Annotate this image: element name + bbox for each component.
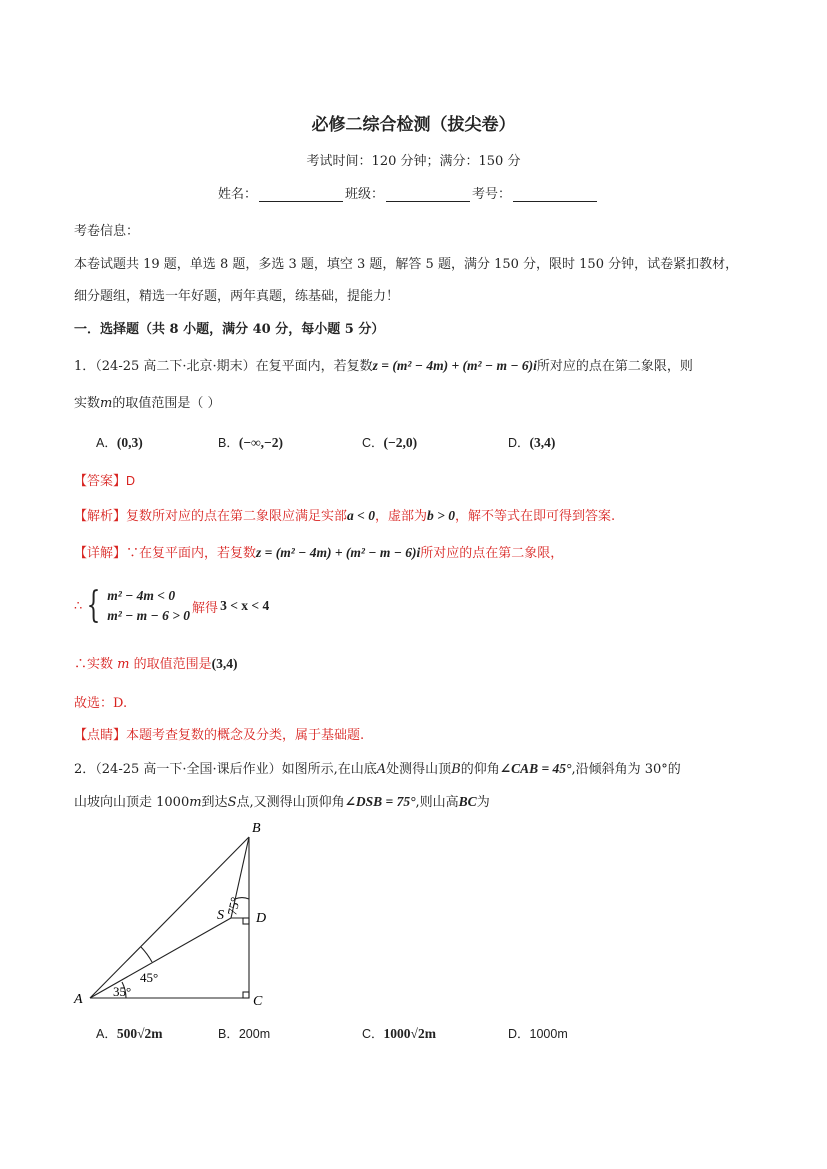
mountain-triangle-figure bbox=[60, 815, 310, 1015]
q2-line2-b: 到达 bbox=[201, 795, 228, 810]
q2-option-a-value: 500√2m bbox=[116, 1026, 163, 1041]
name-blank bbox=[259, 187, 343, 202]
solve-label: 解得 bbox=[192, 600, 219, 616]
q2-line1-d: ,沿倾斜角为 30°的 bbox=[571, 762, 681, 777]
q1-comment-text: 本题考查复数的概念及分类，属于基础题. bbox=[126, 728, 365, 743]
exam-time-subtitle: 考试时间：120 分钟；满分：150 分 bbox=[306, 154, 521, 169]
intro-heading: 考卷信息： bbox=[74, 224, 140, 239]
q1-comment-tag: 【点睛】 bbox=[74, 728, 127, 743]
q1-option-a-label: A． bbox=[96, 436, 117, 450]
q1-option-d-label: D． bbox=[508, 436, 530, 450]
system-brace: { bbox=[86, 585, 101, 626]
q1-detail-formula: z = (m² − 4m) + (m² − m − 6)i bbox=[256, 545, 421, 560]
q1-inequality-system bbox=[74, 586, 269, 626]
q1-comment bbox=[74, 724, 364, 743]
q2-stem-line-1 bbox=[74, 758, 681, 777]
angle-75-label: 75° bbox=[224, 895, 243, 917]
angle-35-label: 35° bbox=[113, 984, 132, 999]
q1-range bbox=[74, 653, 238, 672]
q1-option-a-value: (0,3) bbox=[116, 435, 143, 450]
q1-analysis-tag: 【解析】 bbox=[74, 509, 127, 524]
q2-option-c bbox=[362, 1023, 436, 1042]
label-B: B bbox=[252, 821, 261, 836]
q1-stem-line-2 bbox=[74, 392, 220, 411]
q1-stem-d: 的取值范围是（ ） bbox=[112, 396, 221, 411]
exam-no-label: 考号： bbox=[472, 187, 512, 202]
q1-option-d-value: (3,4) bbox=[529, 435, 556, 450]
q1-range-b: 的取值范围是 bbox=[133, 657, 212, 672]
intro-line-2: 细分题组，精选一年好题，两年真题，练基础，提能力！ bbox=[74, 289, 400, 304]
q2-option-b-value: 200m bbox=[238, 1027, 271, 1041]
q1-var-m: m bbox=[100, 396, 113, 411]
q2-option-d-label: D． bbox=[508, 1027, 530, 1041]
q1-analysis bbox=[74, 505, 615, 524]
q2-option-a bbox=[96, 1023, 163, 1042]
q1-option-b bbox=[218, 432, 283, 451]
q2-option-b-label: B． bbox=[218, 1027, 239, 1041]
q1-analysis-c: ，解不等式在即可得到答案. bbox=[454, 509, 616, 524]
q1-option-c-value: (−2,0) bbox=[383, 435, 418, 450]
q1-detail-a: ∵在复平面内，若复数 bbox=[126, 546, 257, 561]
system-eq-1: m² − 4m < 0 bbox=[107, 588, 176, 603]
class-label: 班级： bbox=[345, 187, 385, 202]
q2-option-b bbox=[218, 1023, 270, 1042]
q1-stem-c: 实数 bbox=[74, 396, 101, 411]
q2-line2-c: 点,又测得山顶仰角 bbox=[236, 795, 345, 810]
q1-analysis-formula-2: b > 0 bbox=[427, 508, 455, 523]
q2-option-d-value: 1000m bbox=[529, 1027, 568, 1041]
q2-option-c-label: C． bbox=[362, 1027, 384, 1041]
page-title: 必修二综合检测（拔尖卷） bbox=[311, 115, 516, 135]
q2-line1-a: 2．（24-25 高一下·全国·课后作业）如图所示,在山底 bbox=[74, 762, 377, 777]
label-D: D bbox=[256, 911, 267, 926]
q1-stem-a: 1．（24-25 高二下·北京·期末）在复平面内，若复数 bbox=[74, 359, 373, 374]
q2-option-a-label: A． bbox=[96, 1027, 117, 1041]
q1-option-b-value: (−∞,−2) bbox=[238, 435, 283, 450]
q1-range-m: m bbox=[117, 657, 130, 672]
right-angle-C bbox=[243, 992, 249, 998]
exam-no-blank bbox=[513, 187, 597, 202]
q1-answer-tag: 【答案】 bbox=[74, 474, 127, 489]
q2-B: B bbox=[451, 762, 461, 777]
q1-therefore: ∴ bbox=[74, 598, 83, 614]
q2-line2-d: ,则山高 bbox=[415, 795, 459, 810]
q1-option-c-label: C． bbox=[362, 436, 384, 450]
section-title: 一．选择题（共 8 小题，满分 40 分，每小题 5 分） bbox=[74, 322, 385, 337]
solve-result: 3 < x < 4 bbox=[220, 598, 270, 613]
q2-formula-bc: BC bbox=[458, 794, 477, 809]
label-A: A bbox=[74, 992, 83, 1007]
q1-option-c bbox=[362, 432, 417, 451]
q1-detail bbox=[74, 542, 563, 561]
q1-answer-value: D bbox=[126, 474, 136, 488]
name-label: 姓名： bbox=[218, 187, 258, 202]
arc-45 bbox=[141, 947, 152, 962]
q1-range-a: ∴实数 bbox=[74, 657, 114, 672]
q2-stem-line-2 bbox=[74, 791, 490, 810]
q2-formula-dsb: ∠DSB = 75° bbox=[344, 794, 416, 809]
student-info-row bbox=[218, 183, 599, 202]
q1-analysis-formula-1: a < 0 bbox=[347, 508, 375, 523]
q2-option-d bbox=[508, 1023, 568, 1042]
q1-analysis-b: ，虚部为 bbox=[374, 509, 427, 524]
right-angle-D bbox=[243, 918, 249, 924]
q1-analysis-a: 复数所对应的点在第二象限应满足实部 bbox=[126, 509, 348, 524]
q1-formula: z = (m² − 4m) + (m² − m − 6)i bbox=[372, 358, 537, 373]
q1-detail-tag: 【详解】 bbox=[74, 546, 127, 561]
q2-line2-a: 山坡向山顶走 1000 bbox=[74, 795, 190, 810]
line-AS bbox=[90, 918, 231, 998]
q2-line1-b: 处测得山顶 bbox=[386, 762, 452, 777]
q2-S: S bbox=[227, 795, 237, 810]
q1-option-b-label: B． bbox=[218, 436, 239, 450]
q1-stem-b: 所对应的点在第二象限，则 bbox=[536, 359, 693, 374]
q1-detail-b: 所对应的点在第二象限， bbox=[420, 546, 564, 561]
q1-answer bbox=[74, 470, 135, 489]
class-blank bbox=[386, 187, 470, 202]
q2-A: A bbox=[376, 762, 387, 777]
label-S: S bbox=[217, 908, 224, 923]
angle-45-label: 45° bbox=[140, 970, 159, 985]
line-AB bbox=[90, 837, 249, 998]
q2-m: m bbox=[189, 795, 202, 810]
q2-formula-cab: ∠CAB = 45° bbox=[499, 761, 572, 776]
system-equations bbox=[107, 586, 190, 626]
q1-choose: 故选：D. bbox=[74, 696, 128, 711]
intro-line-1: 本卷试题共 19 题，单选 8 题，多选 3 题，填空 3 题，解答 5 题，满分 150 分，限时 150 分钟，试卷紧扣教材， bbox=[74, 257, 739, 272]
q1-range-value: (3,4) bbox=[211, 656, 238, 671]
q2-line2-e: 为 bbox=[476, 795, 490, 810]
system-eq-2: m² − m − 6 > 0 bbox=[107, 608, 191, 623]
q1-stem-line-1 bbox=[74, 355, 693, 374]
q1-option-a bbox=[96, 432, 143, 451]
q1-option-d bbox=[508, 432, 555, 451]
q2-option-c-value: 1000√2m bbox=[383, 1026, 436, 1041]
label-C: C bbox=[253, 994, 263, 1009]
q2-line1-c: 的仰角 bbox=[460, 762, 500, 777]
